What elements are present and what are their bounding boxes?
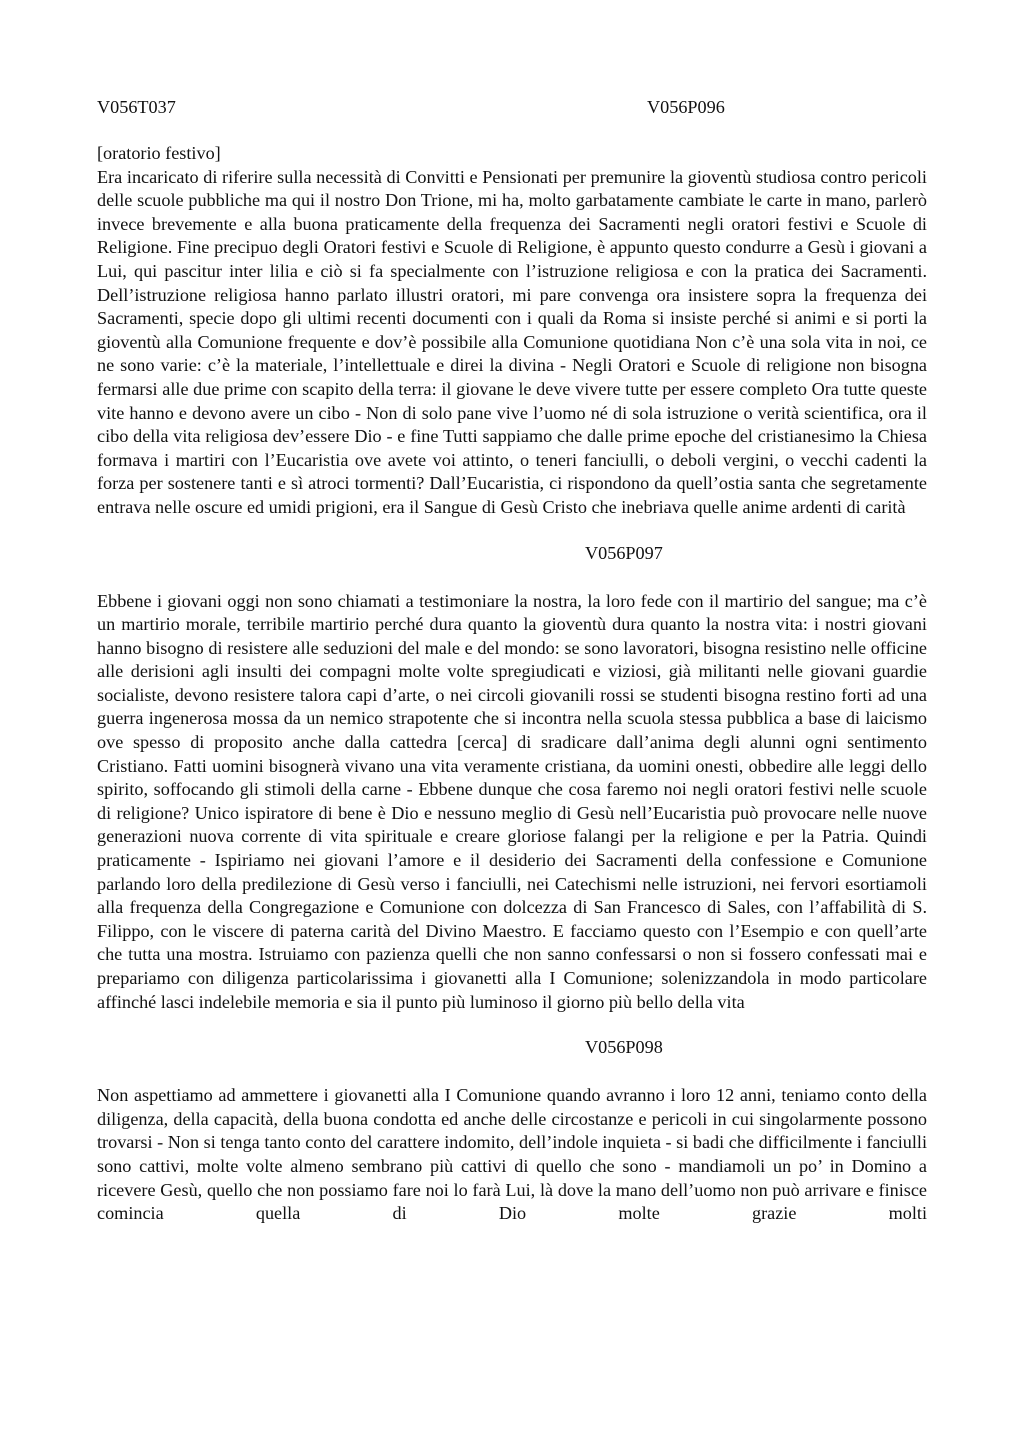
- paragraph-1: Era incaricato di riferire sulla necessità di Convitti e Pensionati per premunire la gioventù studiosa contro pericoli delle scuole pubbliche ma qui il nostro Don Trione, mi ha, molto garbatamente cambiate le carte in mano, parlerò invece brevemente e alla buona praticamente della frequenza dei Sacramenti negli oratori festivi e Scuole di Religione. Fine precipuo degli Oratori festivi e Scuole di Religione, è appunto questo condurre a Gesù i giovani a Lui, qui pascitur inter lilia e ciò si fa specialmente con l’istruzione religiosa e con la pratica dei Sacramenti. Dell’istruzione religiosa hanno parlato illustri oratori, mi pare convenga ora insistere sopra la frequenza dei Sacramenti, specie dopo gli ultimi recenti documenti con i quali da Roma si insiste perché si animi e si porti la gioventù alla Comunione frequente e dov’è possibile alla Comunione quotidiana Non c’è una sola vita in noi, ce ne sono varie: c’è la materiale, l’intellettuale e direi la divina - Negli Oratori e Scuole di religione non bisogna fermarsi alle due prime con scapito della terra: il giovane le deve vivere tutte per essere completo Ora tutte queste vite hanno e devono avere un cibo - Non di solo pane vive l’uomo né di sola istruzione o verità scientifica, ora il cibo della vita religiosa dev’essere Dio - e fine Tutti sappiamo che dalle prime epoche del cristianesimo la Chiesa formava i martiri con l’Eucaristia ove avete voi attinto, o teneri fanciulli, o deboli vergini, o vecchi cadenti la forza per sostenere tanti e sì atroci tormenti? Dall’Eucaristia, ci rispondono da quell’ostia santa che segretamente entrava nelle oscure ed umidi prigioni, era il Sangue di Gesù Cristo che inebriava quelle anime ardenti di carità: [97, 166, 927, 517]
- document-header: [97, 96, 927, 120]
- paragraph-3: Non aspettiamo ad ammettere i giovanetti alla I Comunione quando avranno i loro 12 anni, teniamo conto della diligenza, della capacità, della buona condotta ed anche delle circostanze e pericoli in cui singolarmente possono trovarsi - Non si tenga tanto conto del carattere indomito, dell’indole inquieta - si badi che difficilmente i fanciulli sono cattivi, molte volte almeno sembrano più cattivi di quello che sono - mandiamoli un po’ in Domino a ricevere Gesù, quello che non possiamo fare noi lo farà Lui, là dove la mano dell’uomo non può arrivare e finisce comincia quella di Dio molte grazie molti: [97, 1085, 927, 1224]
- page-marker-098: V056P098: [585, 1037, 663, 1058]
- section-note: [oratorio festivo]: [97, 143, 221, 163]
- paragraph-2: Ebbene i giovani oggi non sono chiamati a testimoniare la nostra, la loro fede con il martirio del sangue; ma c’è un martirio morale, terribile martirio perché dura quanto la gioventù dura quanto la nostra vita: i nostri giovani hanno bisogno di resistere alle seduzioni del male e del mondo: se sono lavoratori, bisogna resistino nelle officine alle derisioni agli insulti dei compagni molte volte spregiudicati e viziosi, già militanti nelle giovani guardie socialiste, devono resistere talora capi d’arte, o nei circoli giovanili rossi se studenti bisogna restino forti ad una guerra ingenerosa mossa da un nemico strapotente che si incontra nella scuola stessa pubblica a base di laicismo ove spesso di proposito anche dalla cattedra [cerca] di sradicare dall’anima degli alunni ogni sentimento Cristiano. Fatti uomini bisognerà vivano una vita veramente cristiana, da uomini onesti, obbedire alle leggi dello spirito, soffocando gli stimoli della carne - Ebbene dunque che cosa faremo noi negli oratori festivi nelle scuole di religione? Unico ispiratore di bene è Dio e nessuno meglio di Gesù nell’Eucaristia può provocare nelle nuove generazioni nuova corrente di vita spirituale e creare gloriose falangi per la religione e per la Patria. Quindi praticamente - Ispiriamo nei giovani l’amore e il desiderio dei Sacramenti della confessione e Comunione parlando loro della predilezione di Gesù verso i fanciulli, nei Catechismi nelle istruzioni, nei fervori esortiamoli alla frequenza della Congregazione e Comunione con dolcezza di San Francesco di Sales, con l’affabilità di S. Filippo, con le viscere di paterna carità del Divino Maestro. E facciamo questo con l’Esempio e con quell’arte che tutta una mostra. Istruiamo con pazienza quelli che non sanno confessarsi o non si fossero confessati mai e prepariamo con diligenza particolarissima i giovanetti alla I Comunione; solenizzandola in modo particolare affinché lasci indelebile memoria e sia il punto più luminoso il giorno più bello della vita: [97, 590, 927, 1012]
- page-code: V056P096: [647, 97, 725, 117]
- text-code: V056T037: [97, 97, 176, 117]
- page-marker-097: V056P097: [585, 542, 663, 563]
- document-page: [97, 96, 927, 1226]
